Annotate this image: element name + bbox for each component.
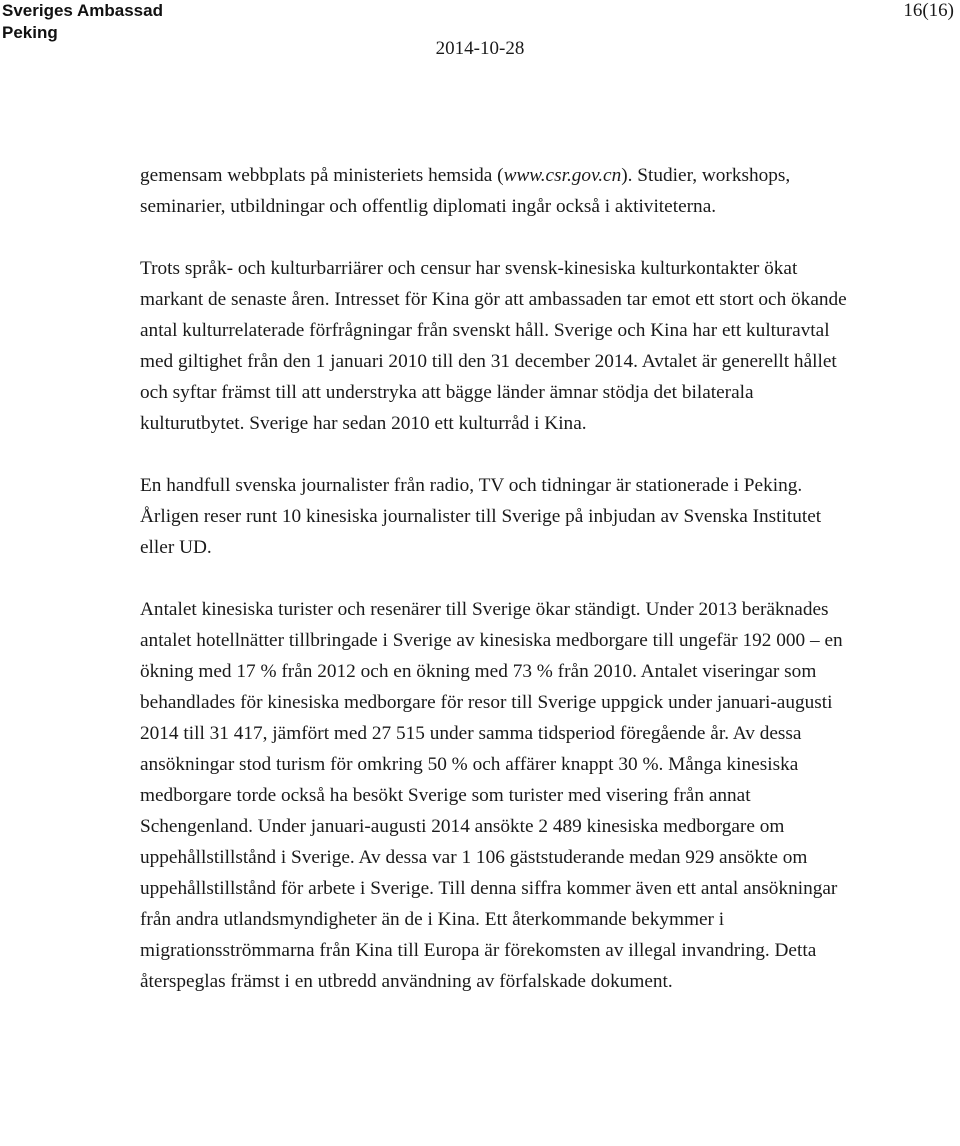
paragraph-3: En handfull svenska journalister från radio, TV och tidningar är stationerade i Peking. Årligen reser runt 10 kinesiska journalister till Sverige på inbjudan av Svenska Institutet eller UD. bbox=[140, 475, 822, 558]
paragraph-1-text-b: ). Studier, workshops, seminarier, utbildningar och offentlig diplomati ingår också i aktiviteterna. bbox=[140, 165, 791, 217]
page-header bbox=[0, 0, 960, 70]
paragraph-1-text-a: gemensam webbplats på ministeriets hemsida ( bbox=[140, 165, 504, 186]
document-body bbox=[140, 160, 852, 997]
paragraph-1 bbox=[140, 160, 852, 222]
organization-line-1: Sveriges Ambassad bbox=[2, 1, 163, 20]
paragraph-4: Antalet kinesiska turister och resenärer till Sverige ökar ständigt. Under 2013 beräknades antalet hotellnätter tillbringade i Sverige av kinesiska medborgare till ungefär 192 000 – en ökning med 17 % från 2012 och en ökning med 73 % från 2010. Antalet viseringar som behandlades för kinesiska medborgare för resor till Sverige uppgick under januari-augusti 2014 till 31 417, jämfört med 27 515 under samma tidsperiod föregående år. Av dessa ansökningar stod turism för omkring 50 % och affärer knappt 30 %. Många kinesiska medborgare torde också ha besökt Sverige som turister med visering från annat Schengenland. Under januari-augusti 2014 ansökte 2 489 kinesiska medborgare om uppehållstillstånd i Sverige. Av dessa var 1 106 gäststuderande medan 929 ansökte om uppehållstillstånd för arbete i Sverige. Till denna siffra kommer även ett antal ansökningar från andra utlandsmyndigheter än de i Kina. Ett återkommande bekymmer i migrationsströmmarna från Kina till Europa är förekomsten av illegal invandring. Detta återspeglas främst i en utbredd användning av förfalskade dokument. bbox=[140, 599, 843, 992]
paragraph-2: Trots språk- och kulturbarriärer och censur har svensk-kinesiska kulturkontakter ökat markant de senaste åren. Intresset för Kina gör att ambassaden tar emot ett stort och ökande antal kulturrelaterade förfrågningar från svenskt håll. Sverige och Kina har ett kulturavtal med giltighet från den 1 januari 2010 till den 31 december 2014. Avtalet är generellt hållet och syftar främst till att understryka att bägge länder ämnar stödja det bilaterala kulturutbytet. Sverige har sedan 2010 ett kulturråd i Kina. bbox=[140, 258, 847, 434]
organization-line-2: Peking bbox=[2, 23, 58, 42]
page-number: 16(16) bbox=[903, 0, 954, 21]
ministry-website-link: www.csr.gov.cn bbox=[503, 165, 622, 186]
document-date: 2014-10-28 bbox=[435, 38, 525, 59]
